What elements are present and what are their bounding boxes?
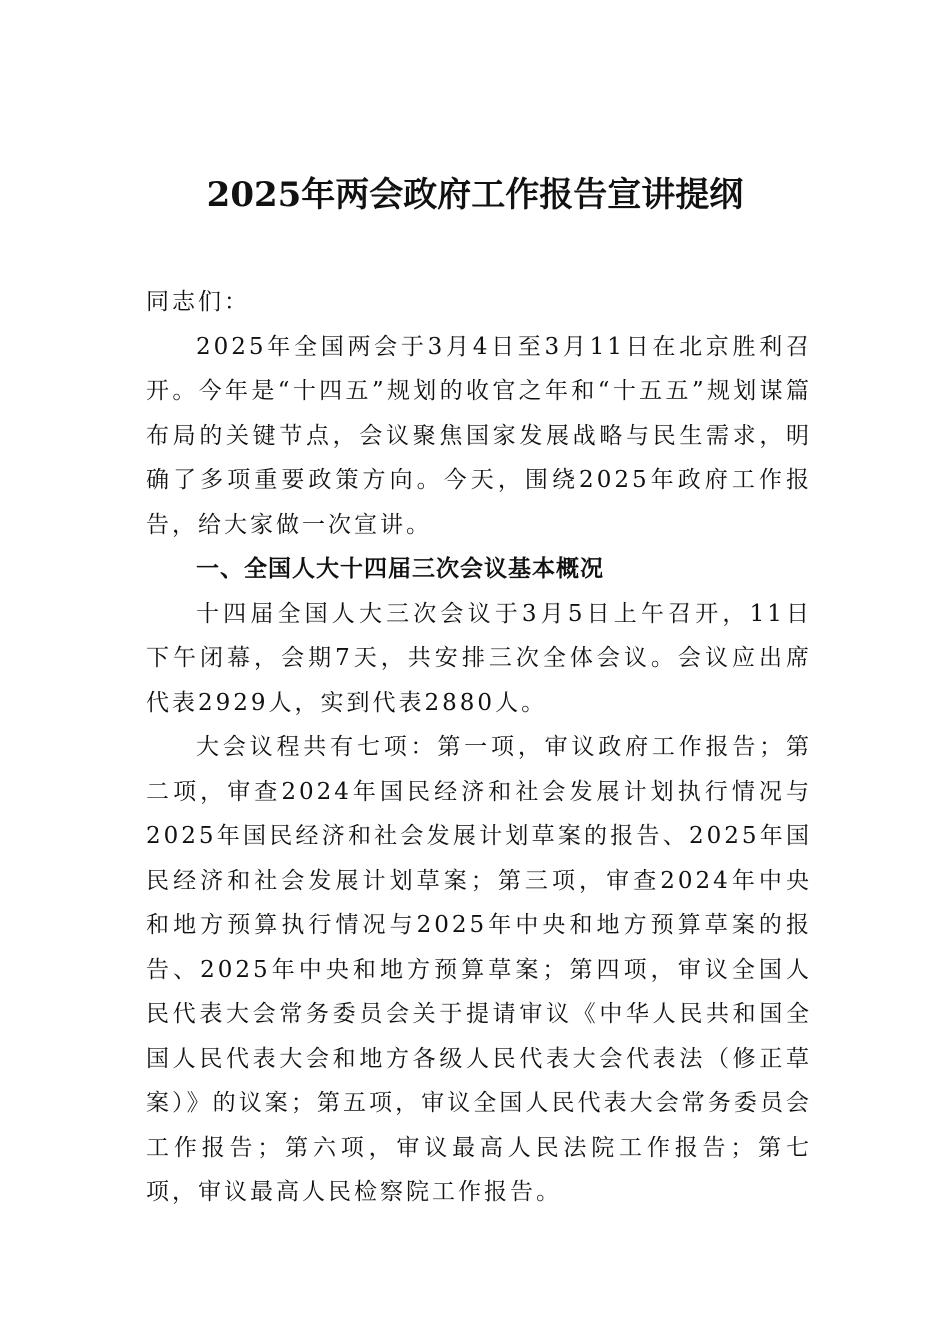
section1-paragraph-2: 大会议程共有七项：第一项，审议政府工作报告；第二项，审查2024年国民经济和社会发展计划执行情况与2025年国民经济和社会发展计划草案的报告、2025年国民经济和社会发展计划草案；第三项，审查2024年中央和地方预算执行情况与2025年中央和地方预算草案的报告、2025年中央和地方预算草案；第四项，审议全国人民代表大会常务委员会关于提请审议《中华人民共和国全国人民代表大会和地方各级人民代表大会代表法（修正草案）》的议案；第五项，审议全国人民代表大会常务委员会工作报告；第六项，审议最高人民法院工作报告；第七项，审议最高人民检察院工作报告。 xyxy=(146,734,812,1205)
intro-paragraph: 2025年全国两会于3月4日至3月11日在北京胜利召开。今年是“十四五”规划的收官之年和“十五五”规划谋篇布局的关键节点，会议聚焦国家发展战略与民生需求，明确了多项重要政策方向。今天，围绕2025年政府工作报告，给大家做一次宣讲。 xyxy=(146,333,812,538)
section1-paragraph-1: 十四届全国人大三次会议于3月5日上午召开，11日下午闭幕，会期7天，共安排三次全体会议。会议应出席代表2929人，实到代表2880人。 xyxy=(146,600,812,716)
document-title: 2025年两会政府工作报告宣讲提纲 xyxy=(206,175,744,215)
salutation: 同志们： xyxy=(146,289,250,315)
document-body xyxy=(146,280,812,1215)
section-heading-1: 一、全国人大十四届三次会议基本概况 xyxy=(196,556,604,582)
